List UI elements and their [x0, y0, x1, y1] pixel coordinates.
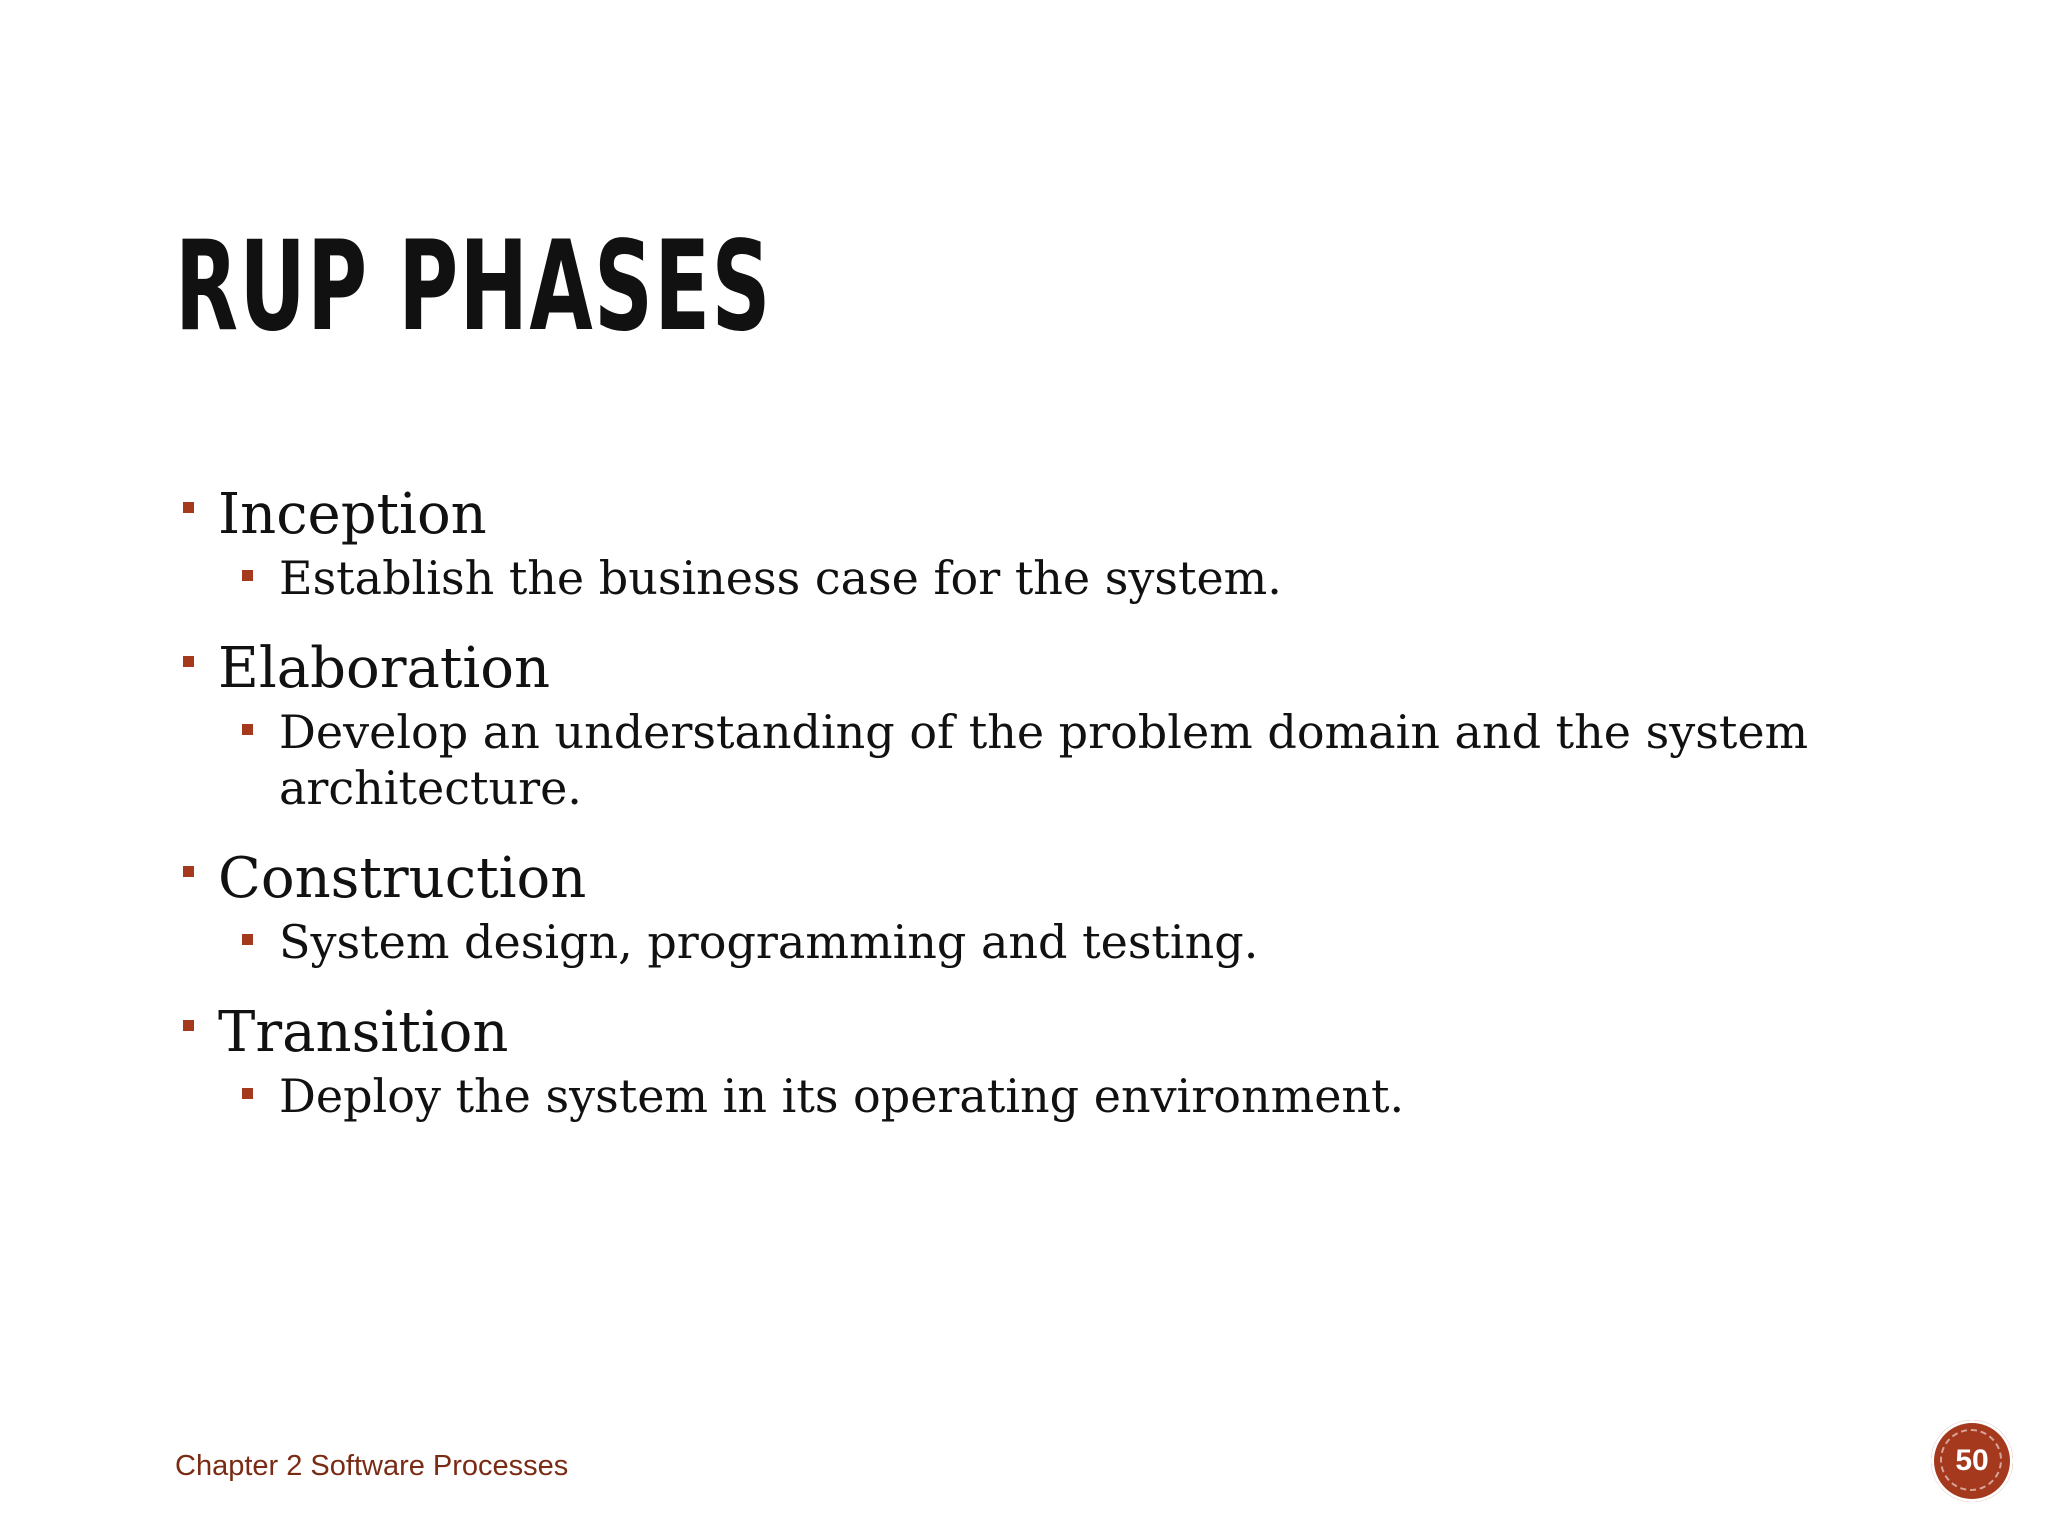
- square-bullet-icon: [183, 656, 194, 667]
- page-number-badge: [1931, 1420, 2013, 1502]
- square-bullet-icon: [242, 934, 253, 945]
- square-bullet-icon: [242, 724, 253, 735]
- sub-bullet-text: Deploy the system in its operating environment.: [279, 1069, 1405, 1123]
- sub-bullet-text: System design, programming and testing.: [279, 915, 1259, 969]
- bullet-label: Inception: [218, 482, 487, 547]
- sub-bullet-elaboration: [175, 704, 1875, 816]
- sub-bullet-transition: [175, 1068, 1875, 1124]
- bullet-construction: [175, 844, 1875, 914]
- square-bullet-icon: [242, 570, 253, 581]
- slide-title: RUP PHASES: [175, 215, 772, 359]
- bullet-elaboration: [175, 634, 1875, 704]
- bullet-label: Elaboration: [218, 636, 551, 701]
- square-bullet-icon: [183, 1020, 194, 1031]
- sub-bullet-text: Establish the business case for the system.: [279, 551, 1282, 605]
- footer-chapter-label: Chapter 2 Software Processes: [175, 1450, 569, 1482]
- bullet-list: [175, 480, 1875, 1152]
- square-bullet-icon: [183, 866, 194, 877]
- bullet-inception: [175, 480, 1875, 550]
- square-bullet-icon: [183, 502, 194, 513]
- bullet-label: Construction: [218, 846, 587, 911]
- page-number: 50: [1955, 1444, 1989, 1477]
- square-bullet-icon: [242, 1088, 253, 1099]
- sub-bullet-text: Develop an understanding of the problem domain and the system architecture.: [279, 705, 1809, 815]
- bullet-transition: [175, 998, 1875, 1068]
- bullet-label: Transition: [218, 1000, 509, 1065]
- sub-bullet-inception: [175, 550, 1875, 606]
- sub-bullet-construction: [175, 914, 1875, 970]
